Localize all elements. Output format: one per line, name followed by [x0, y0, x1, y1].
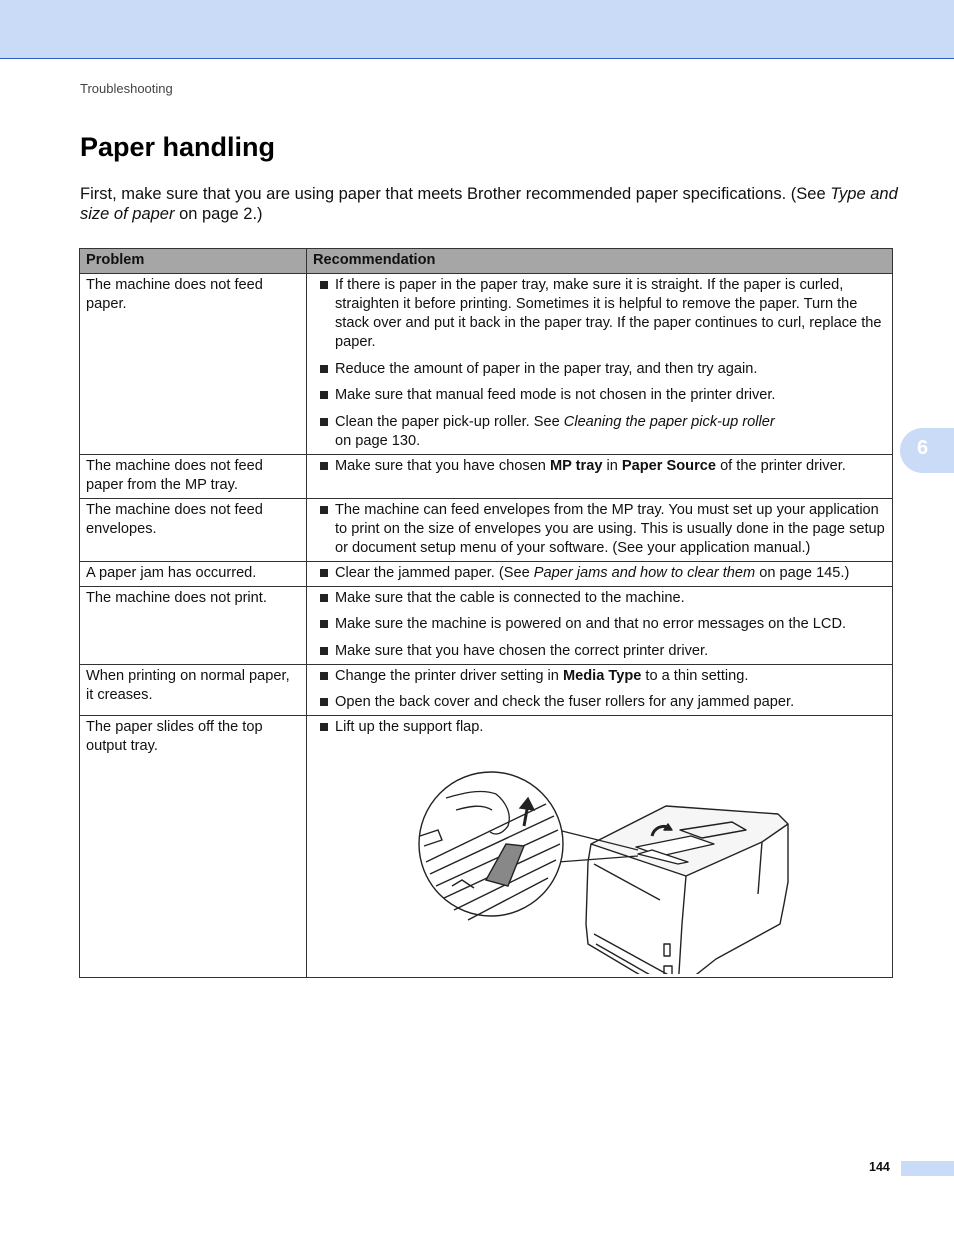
recommendation-cell: [307, 274, 893, 455]
support-flap-illustration: [416, 744, 796, 974]
table-row: [80, 716, 893, 978]
problem-cell: The machine does not print.: [80, 586, 307, 664]
recommendation-item: Make sure that the cable is connected to the machine.: [313, 589, 886, 608]
footer-bar: [901, 1161, 954, 1176]
problem-cell: A paper jam has occurred.: [80, 561, 307, 586]
page-title: Paper handling: [80, 132, 276, 162]
recommendation-cell: [307, 716, 893, 978]
table-row: [80, 498, 893, 561]
table-row: [80, 454, 893, 498]
recommendation-item: Make sure that you have chosen MP tray in Paper Source of the printer driver.: [313, 457, 886, 476]
page-number: 144: [869, 1160, 890, 1174]
breadcrumb: Troubleshooting: [80, 81, 173, 96]
table-row: [80, 274, 893, 455]
chapter-number: 6: [917, 437, 929, 459]
recommendation-item: Reduce the amount of paper in the paper tray, and then try again.: [313, 360, 886, 379]
problem-cell: The paper slides off the top output tray.: [80, 716, 307, 978]
recommendation-cell: [307, 586, 893, 664]
recommendation-item: The machine can feed envelopes from the MP tray. You must set up your application to print on the size of envelopes you are using. This is usually done in the page setup or document setup menu of your software. (See your application manual.): [313, 501, 886, 558]
recommendation-cell: [307, 664, 893, 716]
recommendation-item: Make sure the machine is powered on and that no error messages on the LCD.: [313, 615, 886, 634]
table-row: [80, 586, 893, 664]
recommendation-cell: [307, 498, 893, 561]
recommendation-item: Clean the paper pick-up roller. See Cleaning the paper pick-up roller on page 130.: [313, 413, 886, 451]
zoom-circle: [419, 772, 563, 920]
header-problem: Problem: [80, 249, 307, 274]
table-row: [80, 561, 893, 586]
recommendation-item: Change the printer driver setting in Media Type to a thin setting.: [313, 667, 886, 686]
recommendation-item: Make sure that you have chosen the correct printer driver.: [313, 642, 886, 661]
table-header-row: [80, 249, 893, 274]
troubleshooting-table: [79, 248, 893, 978]
chapter-tab[interactable]: [900, 428, 954, 473]
problem-cell: When printing on normal paper, it creases.: [80, 664, 307, 716]
recommendation-item: Make sure that manual feed mode is not chosen in the printer driver.: [313, 386, 886, 405]
recommendation-item: Clear the jammed paper. (See Paper jams and how to clear them on page 145.): [313, 564, 886, 583]
intro-reference-link[interactable]: Type and size of paper: [80, 185, 898, 223]
recommendation-item: Lift up the support flap.: [313, 718, 886, 737]
recommendation-cell: [307, 561, 893, 586]
printer-drawing: [586, 806, 788, 974]
recommendation-item: If there is paper in the paper tray, make sure it is straight. If the paper is curled, straighten it before printing. Sometimes it is helpful to remove the paper. Turn the stack over and put it back in the paper tray. If the paper continues to curl, replace the paper.: [313, 276, 886, 352]
header-recommendation: Recommendation: [307, 249, 893, 274]
table-row: [80, 664, 893, 716]
intro-paragraph: First, make sure that you are using paper that meets Brother recommended paper specifications. (See Type and size of paper on page 2.): [80, 185, 898, 223]
header-band: [0, 0, 954, 59]
problem-cell: The machine does not feed envelopes.: [80, 498, 307, 561]
reference-link[interactable]: Paper jams and how to clear them: [533, 564, 756, 581]
reference-link[interactable]: Cleaning the paper pick-up roller: [563, 413, 775, 430]
problem-cell: The machine does not feed paper from the MP tray.: [80, 454, 307, 498]
recommendation-cell: [307, 454, 893, 498]
problem-cell: The machine does not feed paper.: [80, 274, 307, 455]
recommendation-item: Open the back cover and check the fuser rollers for any jammed paper.: [313, 693, 886, 712]
